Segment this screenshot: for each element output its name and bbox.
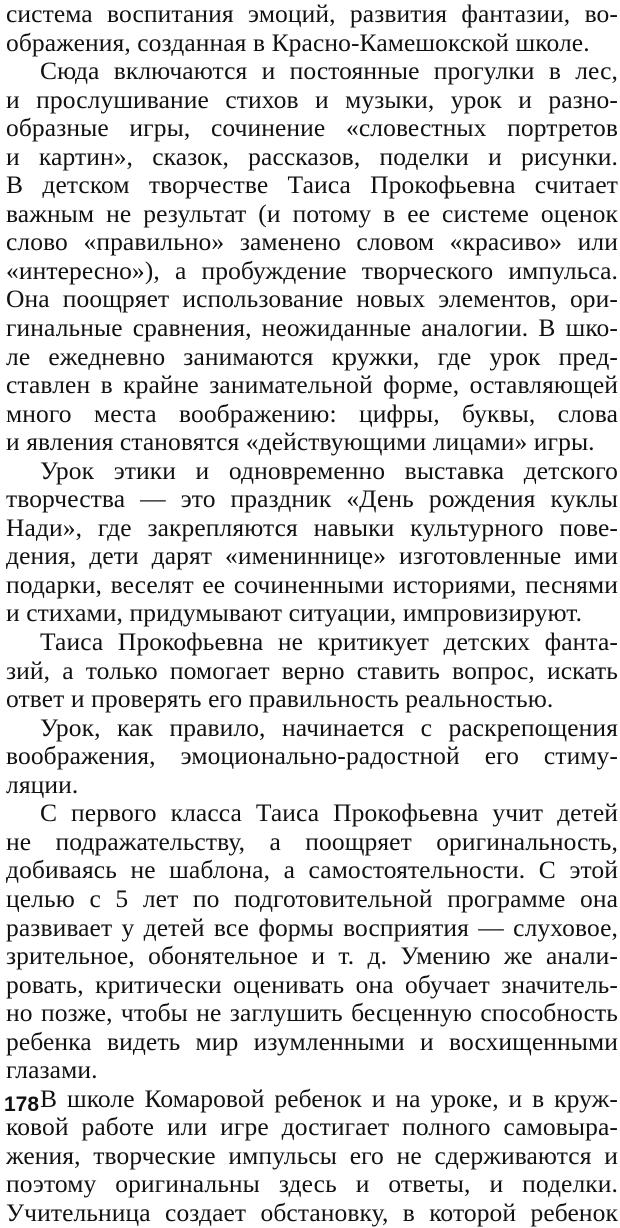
body-text [6,0,618,1228]
text-line: слово «правильно» заменено словом «красиво» или [6,228,618,257]
text-line: ле ежедневно занимаются кружки, где урок пред- [6,342,618,371]
text-line: Сюда включаются и постоянные прогулки в лес, [40,57,618,86]
text-line: много места воображению: цифры, буквы, слова [6,399,618,428]
text-line: и картин», сказок, рассказов, поделки и рисунки. [6,142,618,171]
text-line: и прослушивание стихов и музыки, урок и разно- [6,85,618,114]
text-line: подарки, веселят ее сочиненными историями, песнями [6,570,618,599]
text-line: ребенка видеть мир изумленными и восхищенными [6,1027,618,1056]
text-line: жения, творческие импульсы его не сдерживаются и [6,1141,618,1170]
text-line: образные игры, сочинение «словестных портретов [6,114,618,143]
page-number: 178 [4,1093,40,1116]
text-line: важным не результат (и потому в ее системе оценок [6,199,618,228]
text-line: не подражательству, а поощряет оригинальность, [6,827,618,856]
text-line: С первого класса Таиса Прокофьевна учит детей [40,799,618,828]
text-line: Она поощряет использование новых элементов, ори- [6,285,618,314]
text-line: ображения, созданная в Красно-Камешокской школе. [6,28,590,57]
text-line: Урок, как правило, начинается с раскрепощения [40,713,618,742]
text-line: Таиса Прокофьевна не критикует детских фанта- [40,628,618,657]
text-line: дения, дети дарят «имениннице» изготовленные ими [6,542,618,571]
text-line: В детском творчестве Таиса Прокофьевна считает [6,171,618,200]
text-line: целью с 5 лет по подготовительной программе она [6,884,618,913]
text-line: ставлен в крайне занимательной форме, оставляющей [6,371,618,400]
text-line: творчества — это праздник «День рождения куклы [6,485,618,514]
text-line: и стихами, придумывают ситуации, импровизируют. [6,599,583,628]
text-line: «интересно»), а пробуждение творческого импульса. [6,256,618,285]
text-line: Урок этики и одновременно выставка детского [40,456,618,485]
text-line: ровать, критически оценивать она обучает значитель- [6,970,618,999]
text-line: зрительное, обонятельное и т. д. Умению же анали- [6,942,618,971]
text-line: Нади», где закрепляются навыки культурного пове- [6,513,618,542]
text-line: и явления становятся «действующими лицами» игры. [6,428,595,457]
text-line: ответ и проверять его правильность реальностью. [6,685,554,714]
text-line: ляции. [6,770,79,799]
text-line: воображения, эмоционально-радостной его стиму- [6,742,618,771]
text-line: но позже, чтобы не заглушить бесценную способность [6,999,618,1028]
text-line: развивает у детей все формы восприятия — слуховое, [6,913,618,942]
text-line: добиваясь не шаблона, а самостоятельности. С этой [6,856,618,885]
text-line: гинальные сравнения, неожиданные аналогии. В шко- [6,314,618,343]
text-line: глазами. [6,1056,98,1085]
text-line: В школе Комаровой ребенок и на уроке, и в круж- [40,1084,618,1113]
text-line: зий, а только помогает верно ставить вопрос, искать [6,656,618,685]
text-line: система воспитания эмоций, развития фантазии, во- [6,0,618,28]
text-line: поэтому оригинальны здесь и ответы, и поделки. [6,1170,618,1199]
text-line: Учительница создает обстановку, в которой ребенок [6,1198,618,1227]
text-line: ковой работе или игре достигает полного самовыра- [6,1113,618,1142]
